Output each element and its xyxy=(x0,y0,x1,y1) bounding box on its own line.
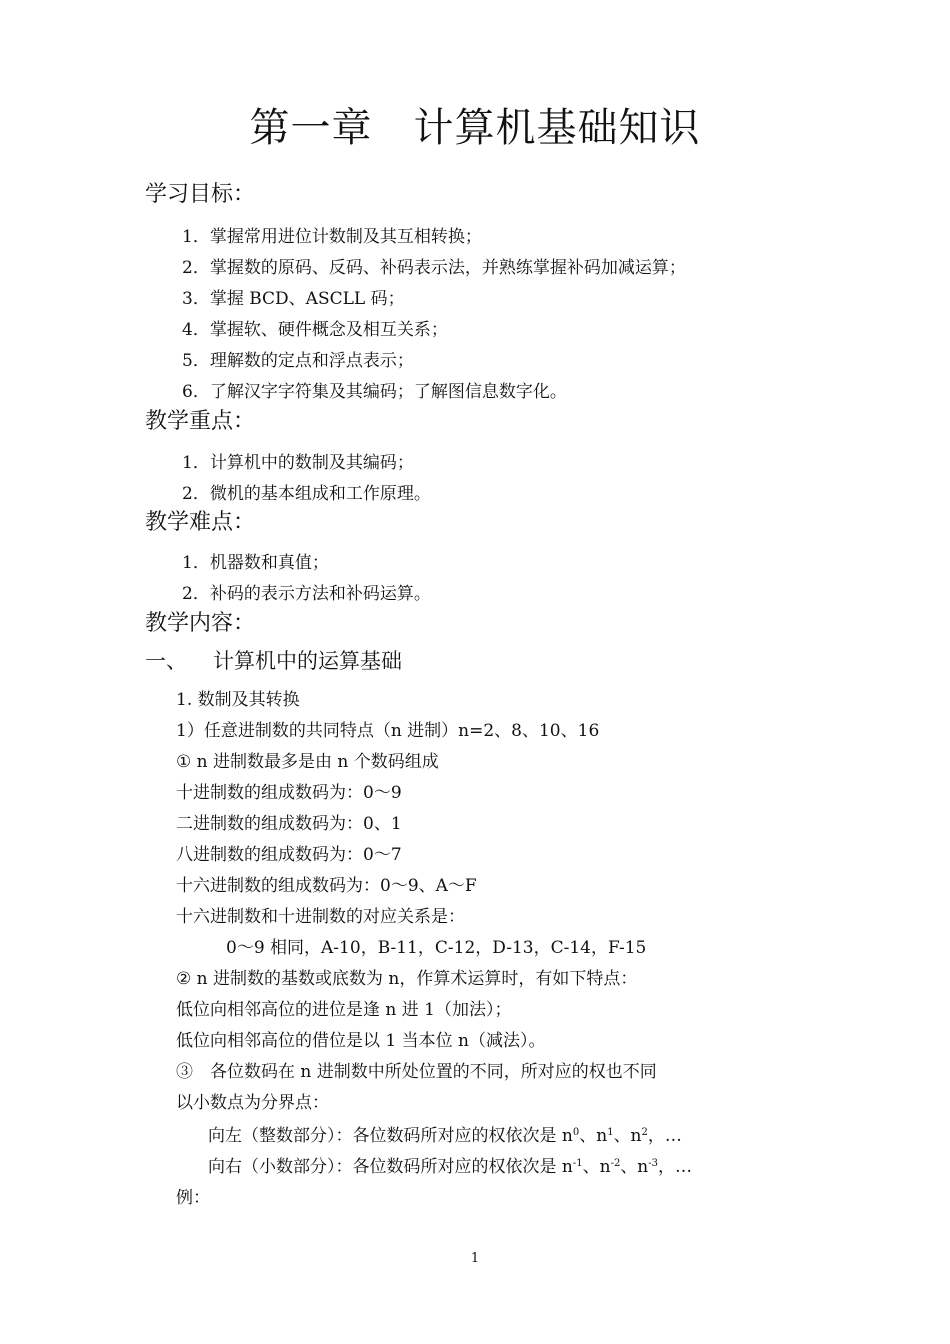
content-line: 十六进制数的组成数码为：0～9、A～F xyxy=(176,876,477,896)
right-weight-exp: -1 xyxy=(572,1158,583,1169)
content-line: 以小数点为分界点： xyxy=(176,1093,329,1113)
objective-item: 4．掌握软、硬件概念及相互关系； xyxy=(182,320,448,340)
content-line: ③ 各位数码在 n 进制数中所处位置的不同，所对应的权也不同 xyxy=(176,1062,657,1082)
key-point-item: 2．微机的基本组成和工作原理。 xyxy=(182,484,431,504)
objective-item: 1．掌握常用进位计数制及其互相转换； xyxy=(182,227,482,247)
content-line: 低位向相邻高位的借位是以 1 当本位 n（减法）。 xyxy=(176,1031,546,1051)
objective-item: 6．了解汉字字符集及其编码；了解图信息数字化。 xyxy=(182,382,567,402)
right-weights-prefix: 向右（小数部分）：各位数码所对应的权依次是 n xyxy=(208,1157,573,1177)
section-heading xyxy=(145,645,402,675)
left-weights-sep: 、n xyxy=(613,1126,642,1146)
page-number: 1 xyxy=(470,1251,480,1266)
example-label: 例： xyxy=(176,1188,210,1208)
left-weights-line xyxy=(208,1121,682,1146)
difficulties-heading: 教学难点： xyxy=(145,510,256,535)
objective-item: 2．掌握数的原码、反码、补码表示法，并熟练掌握补码加减运算； xyxy=(182,258,686,278)
content-line: 十进制数的组成数码为：0～9 xyxy=(176,783,402,803)
objective-item: 5．理解数的定点和浮点表示； xyxy=(182,351,414,371)
content-line: 1. 数制及其转换 xyxy=(176,690,300,710)
section-number: 一、 xyxy=(145,649,187,673)
left-weights-sep: 、n xyxy=(579,1126,608,1146)
right-weight-exp: -3 xyxy=(648,1158,659,1169)
left-weight-exp: 2 xyxy=(641,1127,648,1138)
content-line: 二进制数的组成数码为：0、1 xyxy=(176,814,402,834)
objective-item: 3．掌握 BCD、ASCLL 码； xyxy=(182,289,405,309)
content-line: ② n 进制数的基数或底数为 n，作算术运算时，有如下特点： xyxy=(176,969,638,989)
right-weight-exp: -2 xyxy=(610,1158,621,1169)
difficulty-item: 1．机器数和真值； xyxy=(182,553,329,573)
key-point-item: 1．计算机中的数制及其编码； xyxy=(182,453,414,473)
left-weights-prefix: 向左（整数部分）：各位数码所对应的权依次是 n xyxy=(208,1126,573,1146)
right-weights-line xyxy=(208,1152,692,1177)
content-line: 十六进制数和十进制数的对应关系是： xyxy=(176,907,465,927)
content-line: 低位向相邻高位的进位是逢 n 进 1（加法）； xyxy=(176,1000,512,1020)
right-weights-sep: 、n xyxy=(582,1157,611,1177)
left-weight-exp: 0 xyxy=(572,1127,580,1138)
left-weight-exp: 1 xyxy=(607,1127,614,1138)
key-points-heading: 教学重点： xyxy=(145,409,256,434)
right-weights-suffix: ，… xyxy=(658,1157,693,1177)
content-heading: 教学内容： xyxy=(145,611,256,636)
content-line: ① n 进制数最多是由 n 个数码组成 xyxy=(176,752,439,772)
section-title: 计算机中的运算基础 xyxy=(213,649,402,673)
content-line: 1）任意进制数的共同特点（n 进制）n=2、8、10、16 xyxy=(176,721,600,741)
difficulty-item: 2．补码的表示方法和补码运算。 xyxy=(182,584,431,604)
chapter-title: 第一章 计算机基础知识 xyxy=(249,105,701,151)
left-weights-suffix: ，… xyxy=(647,1126,682,1146)
right-weights-sep: 、n xyxy=(620,1157,649,1177)
objectives-heading: 学习目标： xyxy=(145,182,256,207)
content-line: 八进制数的组成数码为：0～7 xyxy=(176,845,402,865)
content-line: 0～9 相同，A-10，B-11，C-12，D-13，C-14，F-15 xyxy=(226,938,647,958)
